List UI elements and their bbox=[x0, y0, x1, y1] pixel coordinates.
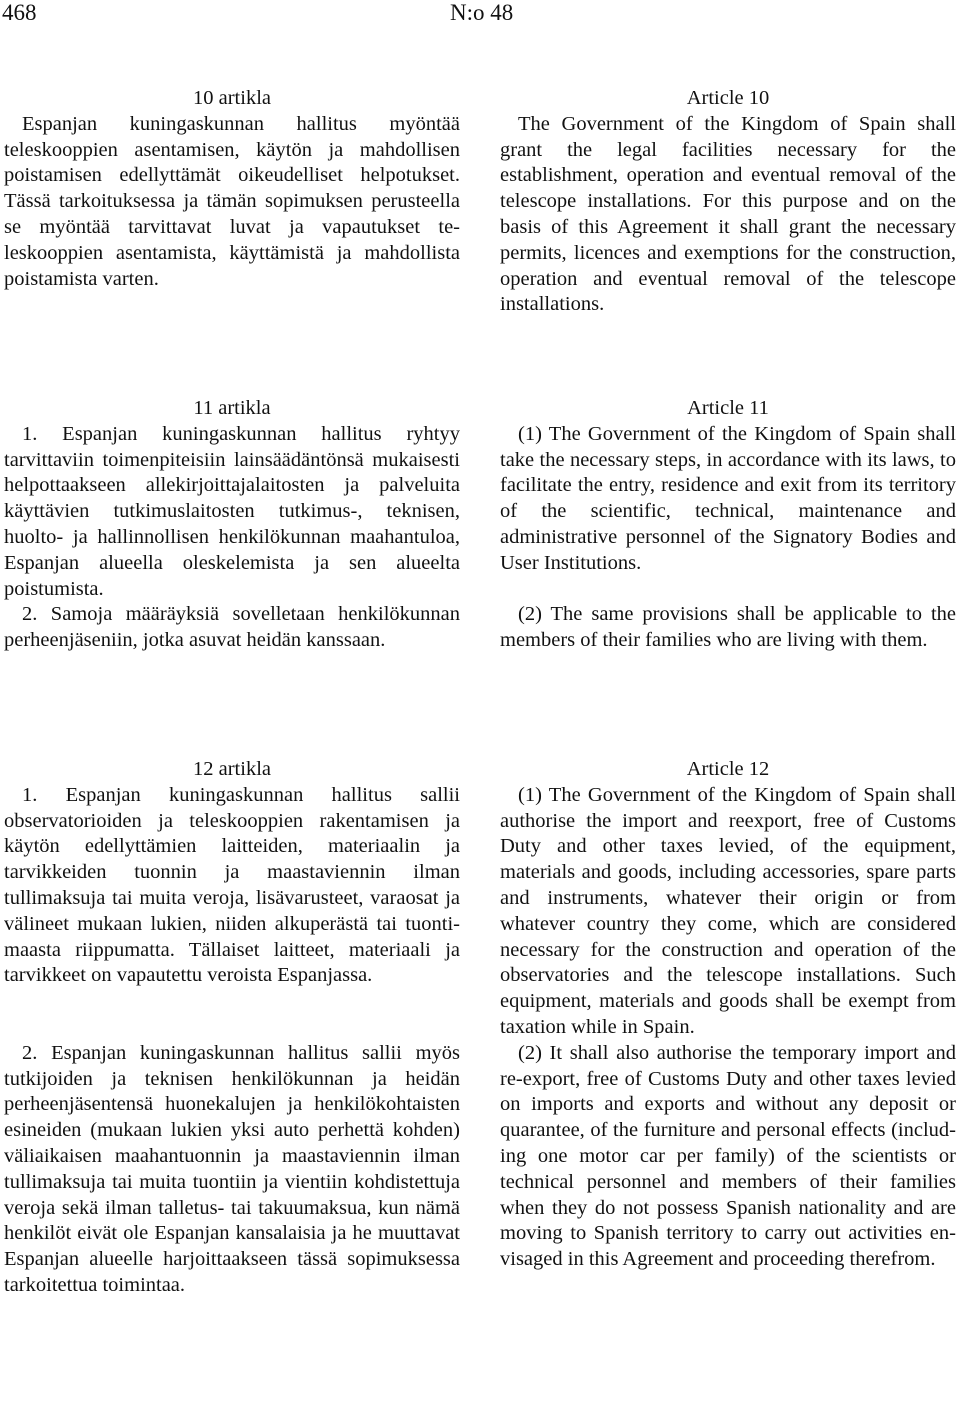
article-paragraph-2: (2) The same provisions shall be applicable to the members of their families who are living with them. bbox=[500, 603, 956, 652]
article-paragraph-1: (1) The Government of the Kingdom of Spain shall authorise the import and reexport, free of Customs Duty and other taxes levied, of the equipment, materials and goods, including accessories, spare parts and instruments, whatever their origin or from whatever country they come, which are considered necessary for the construction and operation of the observatories and the telescope installations. Such equipment, materials and goods shall be exempt from taxation while in Spain. bbox=[500, 783, 956, 1038]
article-12-english bbox=[500, 757, 956, 1273]
article-title: Article 11 bbox=[687, 397, 769, 419]
article-paragraph-1: 1. Espanjan kuningaskunnan hallitus sallii observatorioiden ja teleskooppien rakentamisen ja käytön edellyttämien laitteiden, materiaalin ja tarvikkeiden tuonnin ja maastaviennin ilman tullimaksuja tai muita veroja, lisävarusteet, varaosat ja välineet mukaan lukien, niiden alkuperästä tai tuontimaasta riippumatta. Tällaiset laitteet, materiaali ja tarvikkeet on vapautettu veroista Espanjassa. bbox=[4, 783, 460, 987]
article-10-finnish bbox=[4, 86, 460, 292]
article-11-english bbox=[500, 396, 956, 654]
article-paragraph: Espanjan kuningaskunnan hallitus myöntää teleskooppien asentamisen, käytön ja mahdollisen poistamisen edellyttämät oikeudelliset helpotukset. Tässä tarkoituksessa ja tämän sopimuksen perusteella se myöntää tarvittavat luvat ja vapautukset teleskooppien asentamista, käyttämistä ja mahdollista poistamista varten. bbox=[4, 112, 460, 290]
article-title: Article 10 bbox=[686, 87, 770, 109]
article-12-finnish bbox=[4, 757, 460, 1299]
article-title: 12 artikla bbox=[193, 758, 271, 780]
article-10-english bbox=[500, 86, 956, 318]
article-title: 11 artikla bbox=[193, 397, 271, 419]
article-paragraph-2: (2) It shall also authorise the temporary import and re-export, free of Customs Duty and other taxes levied on imports and exports and without any deposit or quarantee, of the furniture and personal effects (including one motor car per family) of the scientists or technical personnel and members of their families when they do not possess Spanish nationality and are moving to Spanish territory to carry out activities envisaged in this Agreement and proceeding therefrom. bbox=[500, 1041, 956, 1271]
article-paragraph: The Government of the Kingdom of Spain shall grant the legal facilities necessary for the establishment, operation and eventual removal of the telescope installations. For this purpose and on the basis of this Agreement it shall grant the necessary permits, licences and exemptions for the construction, operation and eventual removal of the telescope installations. bbox=[500, 112, 956, 316]
article-title: Article 12 bbox=[686, 758, 770, 780]
article-paragraph-2: 2. Samoja määräyksiä sovelletaan henkilökunnan perheenjäseniin, jotka asuvat heidän kanssaan. bbox=[4, 603, 460, 652]
article-title: 10 artikla bbox=[193, 87, 271, 109]
article-11-finnish bbox=[4, 396, 460, 654]
article-paragraph-1: (1) The Government of the Kingdom of Spain shall take the necessary steps, in accordance with its laws, to facilitate the entry, residence and exit from its territory of the scientific, technical, maintenance and administrative personnel of the Signatory Bodies and User Institutions. bbox=[500, 422, 956, 574]
page-number: 468 bbox=[2, 0, 37, 25]
article-paragraph-1: 1. Espanjan kuningaskunnan hallitus ryhtyy tarvittaviin toimenpiteisiin lainsäädäntönsä mukaisesti helpottaakseen allekirjoittajalaitosten ja palveluita käyttävien tutkimuslaitosten tutkimus-, teknisen, huolto- ja hallinnollisen henkilökunnan maahantuloa, Espanjan alueella oleskelemista ja sen alueelta poistumista. bbox=[4, 422, 460, 600]
article-paragraph-2: 2. Espanjan kuningaskunnan hallitus sallii myös tutkijoiden ja teknisen henkilökunnan ja heidän perheenjäsentensä huonekalujen ja henkilökohtaisten esineiden (mukaan lukien yksi auto perhettä kohden) väliaikaisen maahantuonnin ja maastaviennin ilman tullimaksuja tai muita tuontiin ja vientiin kohdistettuja veroja sekä ilman talletus- tai takuumaksua, kun nämä henkilöt eivät ole Espanjan kansalaisia ja he muuttavat Espanjan alueelle harjoittaakseen tässä sopimuksessa tarkoitettua toimintaa. bbox=[4, 1041, 460, 1296]
issue-number: N:o 48 bbox=[450, 0, 514, 25]
